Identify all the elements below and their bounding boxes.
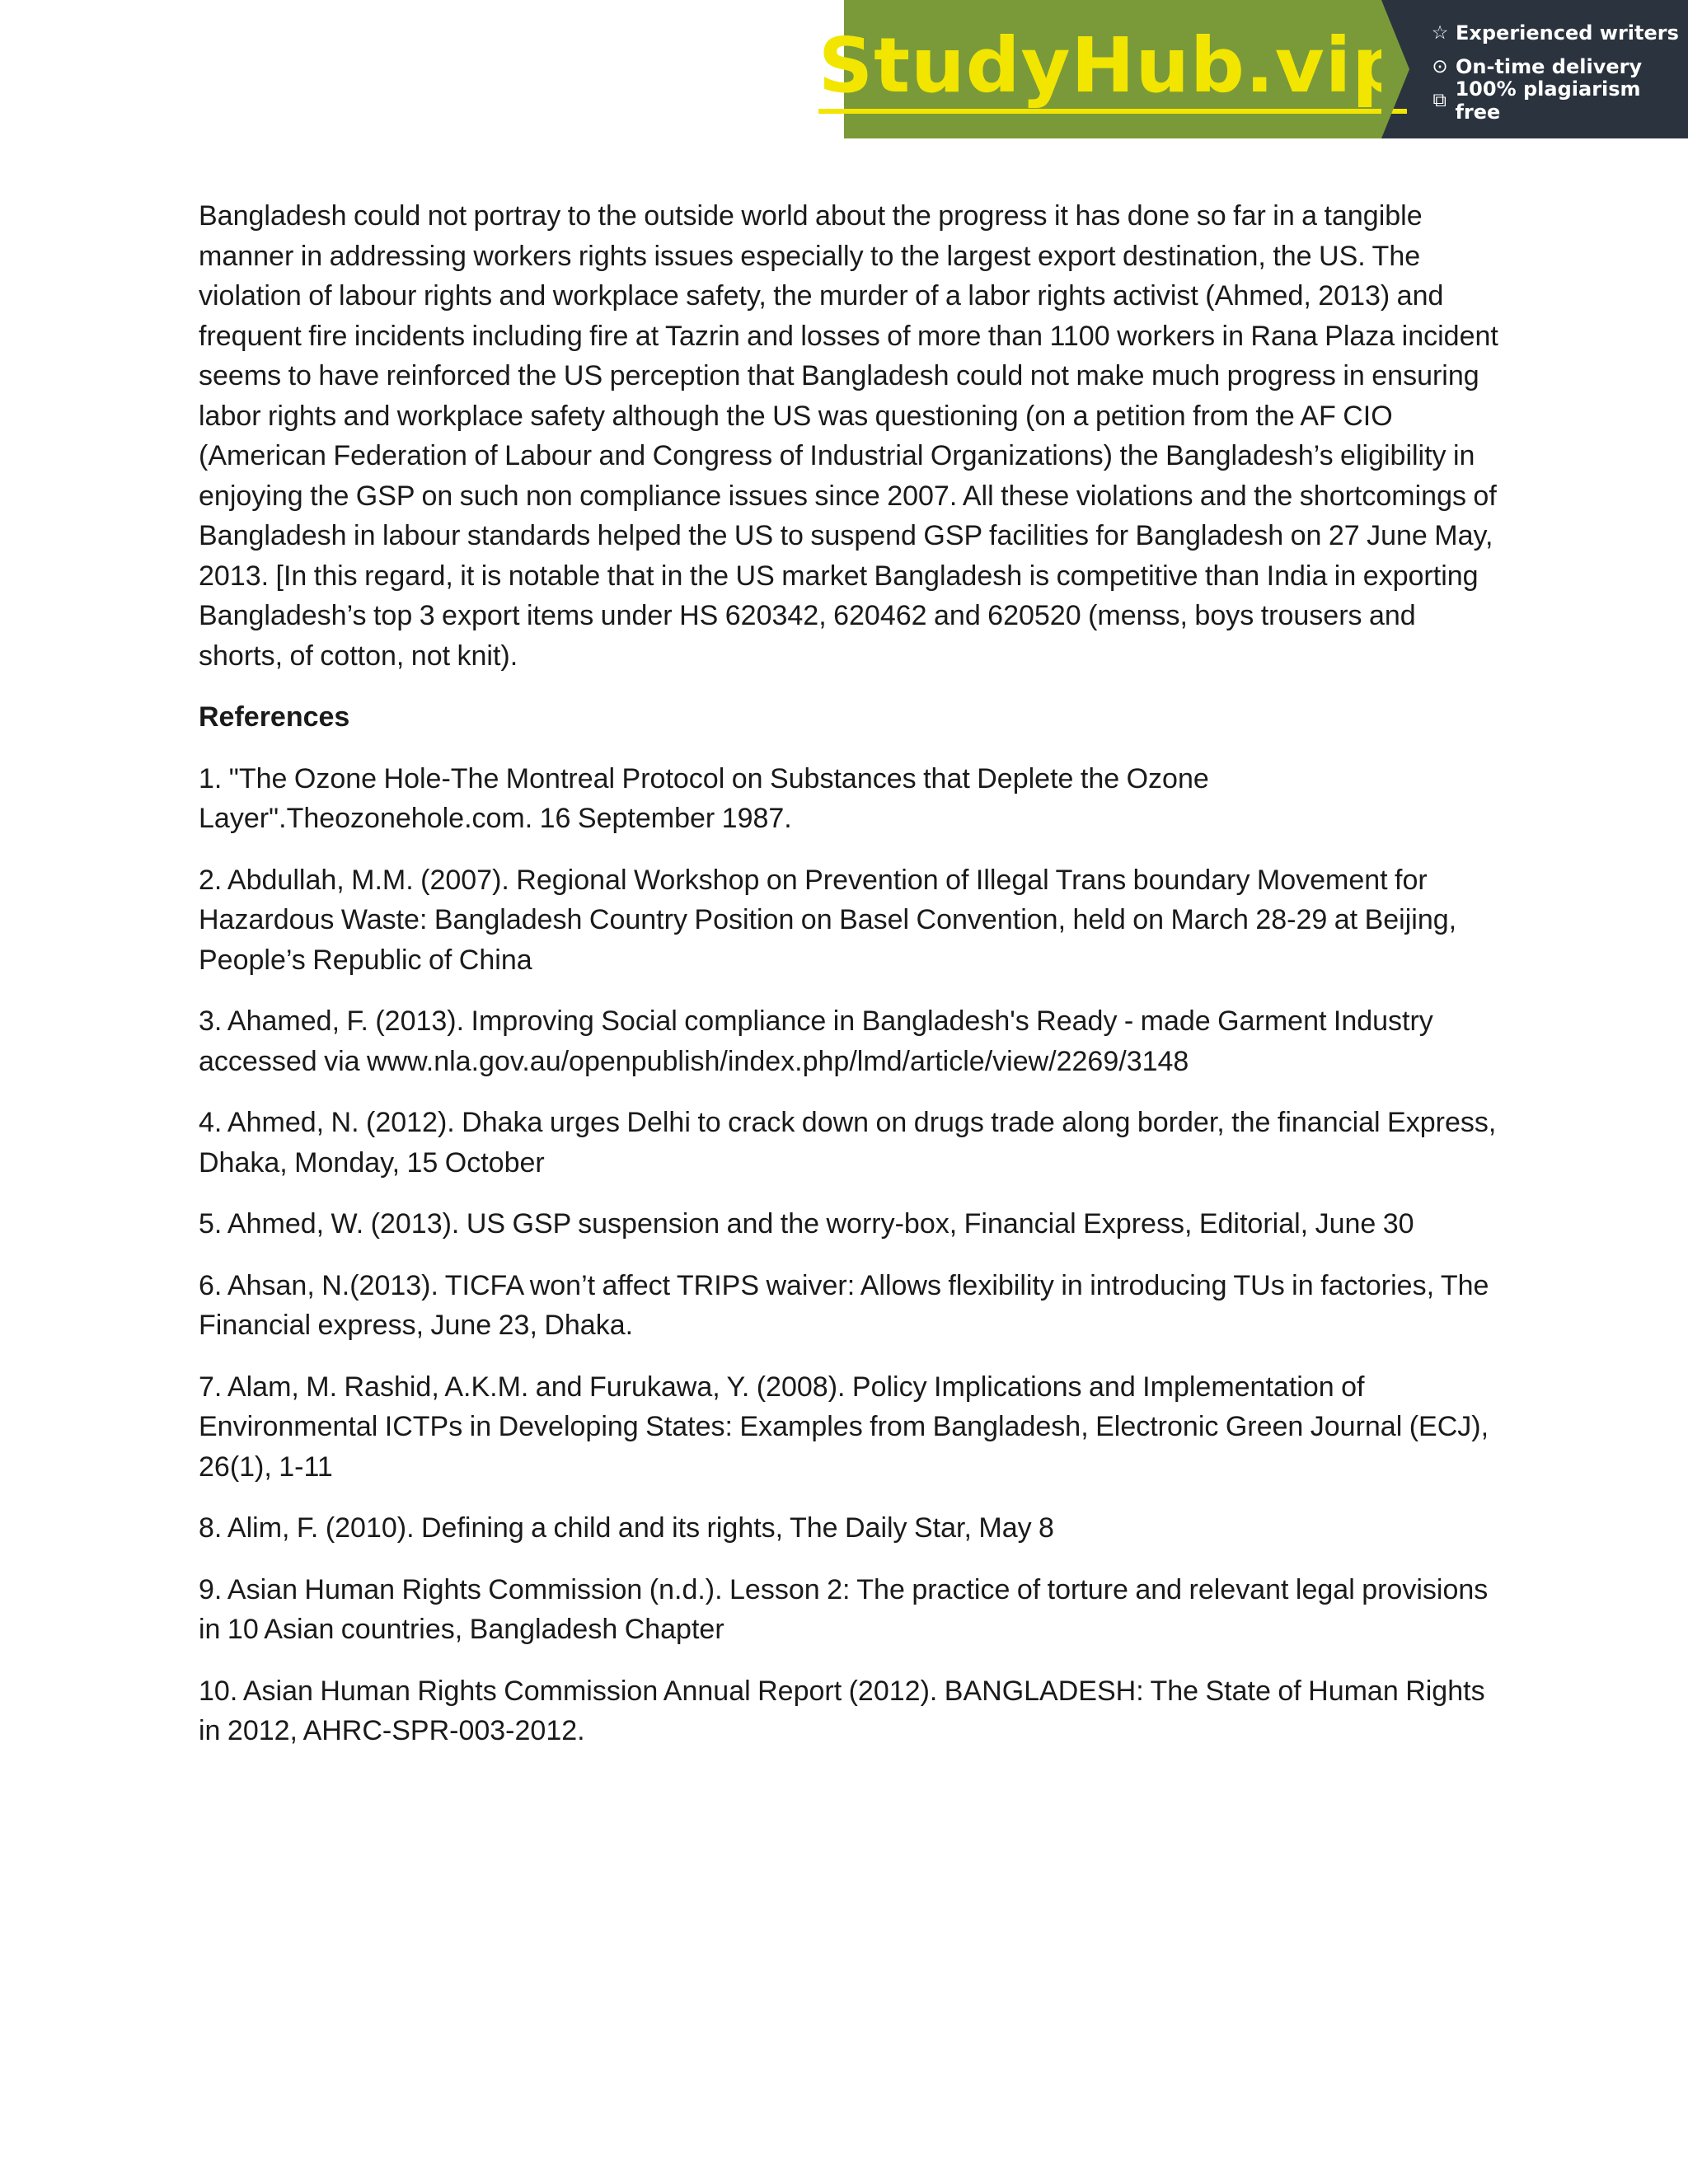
- reference-item: 4. Ahmed, N. (2012). Dhaka urges Delhi to crack down on drugs trade along border, the financial Express, Dhaka, Monday, 15 October: [199, 1107, 1497, 1179]
- feature-on-time-delivery: [1429, 54, 1688, 79]
- banner-arrow-shape: [1381, 0, 1409, 138]
- references-heading: References: [199, 701, 350, 733]
- feature-label: Experienced writers: [1456, 21, 1679, 45]
- reference-item: 8. Alim, F. (2010). Defining a child and its rights, The Daily Star, May 8: [199, 1512, 1054, 1544]
- studyhub-logo[interactable]: [818, 0, 1408, 138]
- feature-list: [1381, 0, 1688, 138]
- studyhub-banner[interactable]: [818, 0, 1688, 138]
- reference-item: 7. Alam, M. Rashid, A.K.M. and Furukawa, Y. (2008). Policy Implications and Implementation of Environmental ICTPs in Developing States: Examples from Bangladesh, Electronic Green Journal (ECJ), 26(1), 1-11: [199, 1371, 1489, 1483]
- reference-item: 3. Ahamed, F. (2013). Improving Social compliance in Bangladesh's Ready - made Garment Industry accessed via www.nla.gov.au/openpublish/index.php/lmd/article/view/2269/3148: [199, 1005, 1433, 1077]
- reference-item: 2. Abdullah, M.M. (2007). Regional Workshop on Prevention of Illegal Trans boundary Movement for Hazardous Waste: Bangladesh Country Position on Basel Convention, held on March 28-29 at Beijing, People’s Republic of China: [199, 864, 1457, 976]
- reference-item: 6. Ahsan, N.(2013). TICFA won’t affect TRIPS waiver: Allows flexibility in introducing TUs in factories, The Financial express, June 23, Dhaka.: [199, 1269, 1489, 1341]
- feature-experienced-writers: [1429, 20, 1688, 45]
- star-outline-icon: ☆: [1431, 21, 1449, 44]
- reference-item: 9. Asian Human Rights Commission (n.d.). Lesson 2: The practice of torture and relevant legal provisions in 10 Asian countries, Bangladesh Chapter: [199, 1573, 1489, 1645]
- copy-icon: ⧉: [1432, 89, 1447, 111]
- reference-item: 1. "The Ozone Hole-The Montreal Protocol on Substances that Deplete the Ozone Layer".Theozonehole.com. 16 September 1987.: [199, 762, 1209, 834]
- document-page: [199, 196, 1501, 1773]
- body-paragraph: Bangladesh could not portray to the outside world about the progress it has done so far in a tangible manner in addressing workers rights issues especially to the largest export destination, the US. The violation of labour rights and workplace safety, the murder of a labor rights activist (Ahmed, 2013) and frequent fire incidents including fire at Tazrin and losses of more than 1100 workers in Rana Plaza incident seems to have reinforced the US perception that Bangladesh could not make much progress in ensuring labor rights and workplace safety although the US was questioning (on a petition from the AF CIO (American Federation of Labour and Congress of Industrial Organizations) the Bangladesh’s eligibility in enjoying the GSP on such non compliance issues since 2007. All these violations and the shortcomings of Bangladesh in labour standards helped the US to suspend GSP facilities for Bangladesh on 27 June May, 2013. [In this regard, it is notable that in the US market Bangladesh is competitive than India in exporting Bangladesh’s top 3 export items under HS 620342, 620462 and 620520 (menss, boys trousers and shorts, of cotton, not knit).: [199, 200, 1498, 672]
- reference-item: 10. Asian Human Rights Commission Annual Report (2012). BANGLADESH: The State of Human Rights in 2012, AHRC-SPR-003-2012.: [199, 1675, 1485, 1746]
- feature-label: On-time delivery: [1456, 54, 1643, 78]
- reference-item: 5. Ahmed, W. (2013). US GSP suspension and the worry-box, Financial Express, Editorial, June 30: [199, 1208, 1414, 1240]
- feature-label: 100% plagiarism free: [1455, 77, 1641, 124]
- logo-text: StudyHub.vip: [818, 25, 1407, 114]
- clock-icon: ⊙: [1432, 55, 1448, 77]
- feature-plagiarism-free: [1429, 77, 1688, 124]
